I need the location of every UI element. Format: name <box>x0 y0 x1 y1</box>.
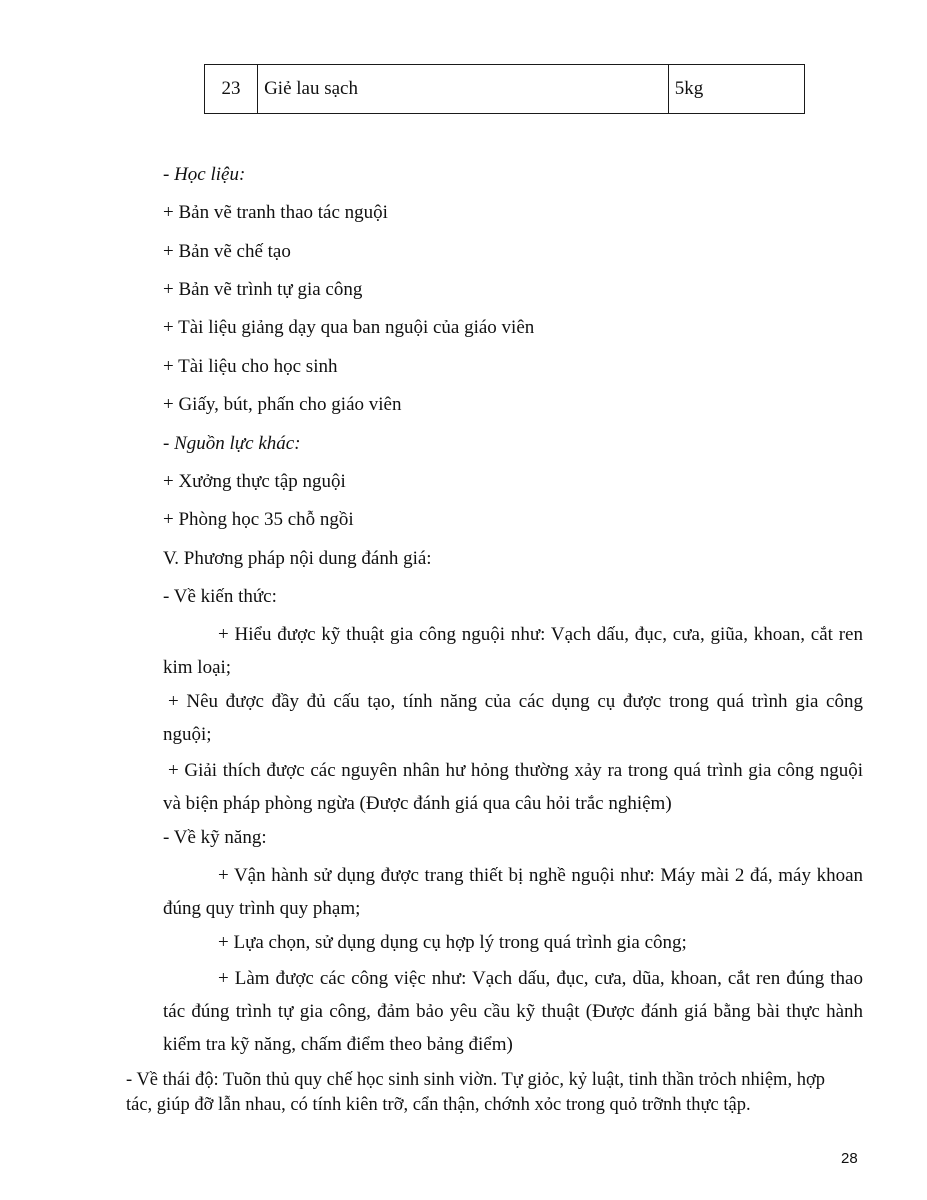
row-number: 23 <box>205 65 258 114</box>
equipment-table <box>204 64 805 114</box>
hoc-lieu-item: + Tài liệu giảng dạy qua ban nguội của giáo viên <box>163 317 535 338</box>
skills-paragraph: + Làm được các công việc như: Vạch dấu, đục, cưa, dũa, khoan, cắt ren đúng thao tác đúng trình tự gia công, đảm bảo yêu cầu kỹ thuật (Được đánh giá bằng bài thực hành kiểm tra kỹ năng, chấm điểm theo bảng điểm) <box>163 968 863 1055</box>
skills-paragraph: + Vận hành sử dụng được trang thiết bị nghề nguội như: Máy mài 2 đá, máy khoan đúng quy trình quy phạm; <box>163 865 863 919</box>
knowledge-paragraph: + Hiểu được kỹ thuật gia công nguội như: Vạch dấu, đục, cưa, giũa, khoan, cắt ren kim loại; <box>163 624 863 678</box>
nguon-luc-heading: - Nguồn lực khác: <box>163 433 301 454</box>
page-number: 28 <box>841 1150 858 1167</box>
hoc-lieu-item: + Giấy, bút, phấn cho giáo viên <box>163 394 402 415</box>
hoc-lieu-item: + Tài liệu cho học sinh <box>163 356 338 377</box>
hoc-lieu-item: + Bản vẽ tranh thao tác nguội <box>163 202 388 223</box>
hoc-lieu-heading: - Học liệu: <box>163 164 246 185</box>
nguon-luc-item: + Phòng học 35 chỗ ngồi <box>163 509 354 530</box>
knowledge-paragraph: + Giải thích được các nguyên nhân hư hỏng thường xảy ra trong quá trình gia công nguội và biện pháp phòng ngừa (Được đánh giá qua câu hỏi trắc nghiệm) <box>163 760 863 814</box>
skills-heading: - Về kỹ năng: <box>163 827 267 848</box>
knowledge-heading: - Về kiến thức: <box>163 586 277 607</box>
row-item: Giẻ lau sạch <box>258 65 669 114</box>
knowledge-paragraph: + Nêu được đầy đủ cấu tạo, tính năng của các dụng cụ được trong quá trình gia công nguội; <box>163 691 863 745</box>
nguon-luc-item: + Xưởng thực tập nguội <box>163 471 346 492</box>
attitude-paragraph: - Về thái độ: Tuõn thủ quy chế học sinh sinh viờn. Tự giỏc, kỷ luật, tinh thần trỏch nhiệm, hợp tác, giúp đỡ lẫn nhau, có tính kiên trỡ, cẩn thận, chớnh xỏc trong quỏ trỡnh thực tập. <box>126 1070 825 1115</box>
skills-paragraph: + Lựa chọn, sử dụng dụng cụ hợp lý trong quá trình gia công; <box>218 932 687 953</box>
hoc-lieu-item: + Bản vẽ chế tạo <box>163 241 291 262</box>
row-quantity: 5kg <box>668 65 804 114</box>
table-row <box>205 65 805 114</box>
hoc-lieu-item: + Bản vẽ trình tự gia công <box>163 279 363 300</box>
section-v-title: V. Phương pháp nội dung đánh giá: <box>163 548 432 569</box>
